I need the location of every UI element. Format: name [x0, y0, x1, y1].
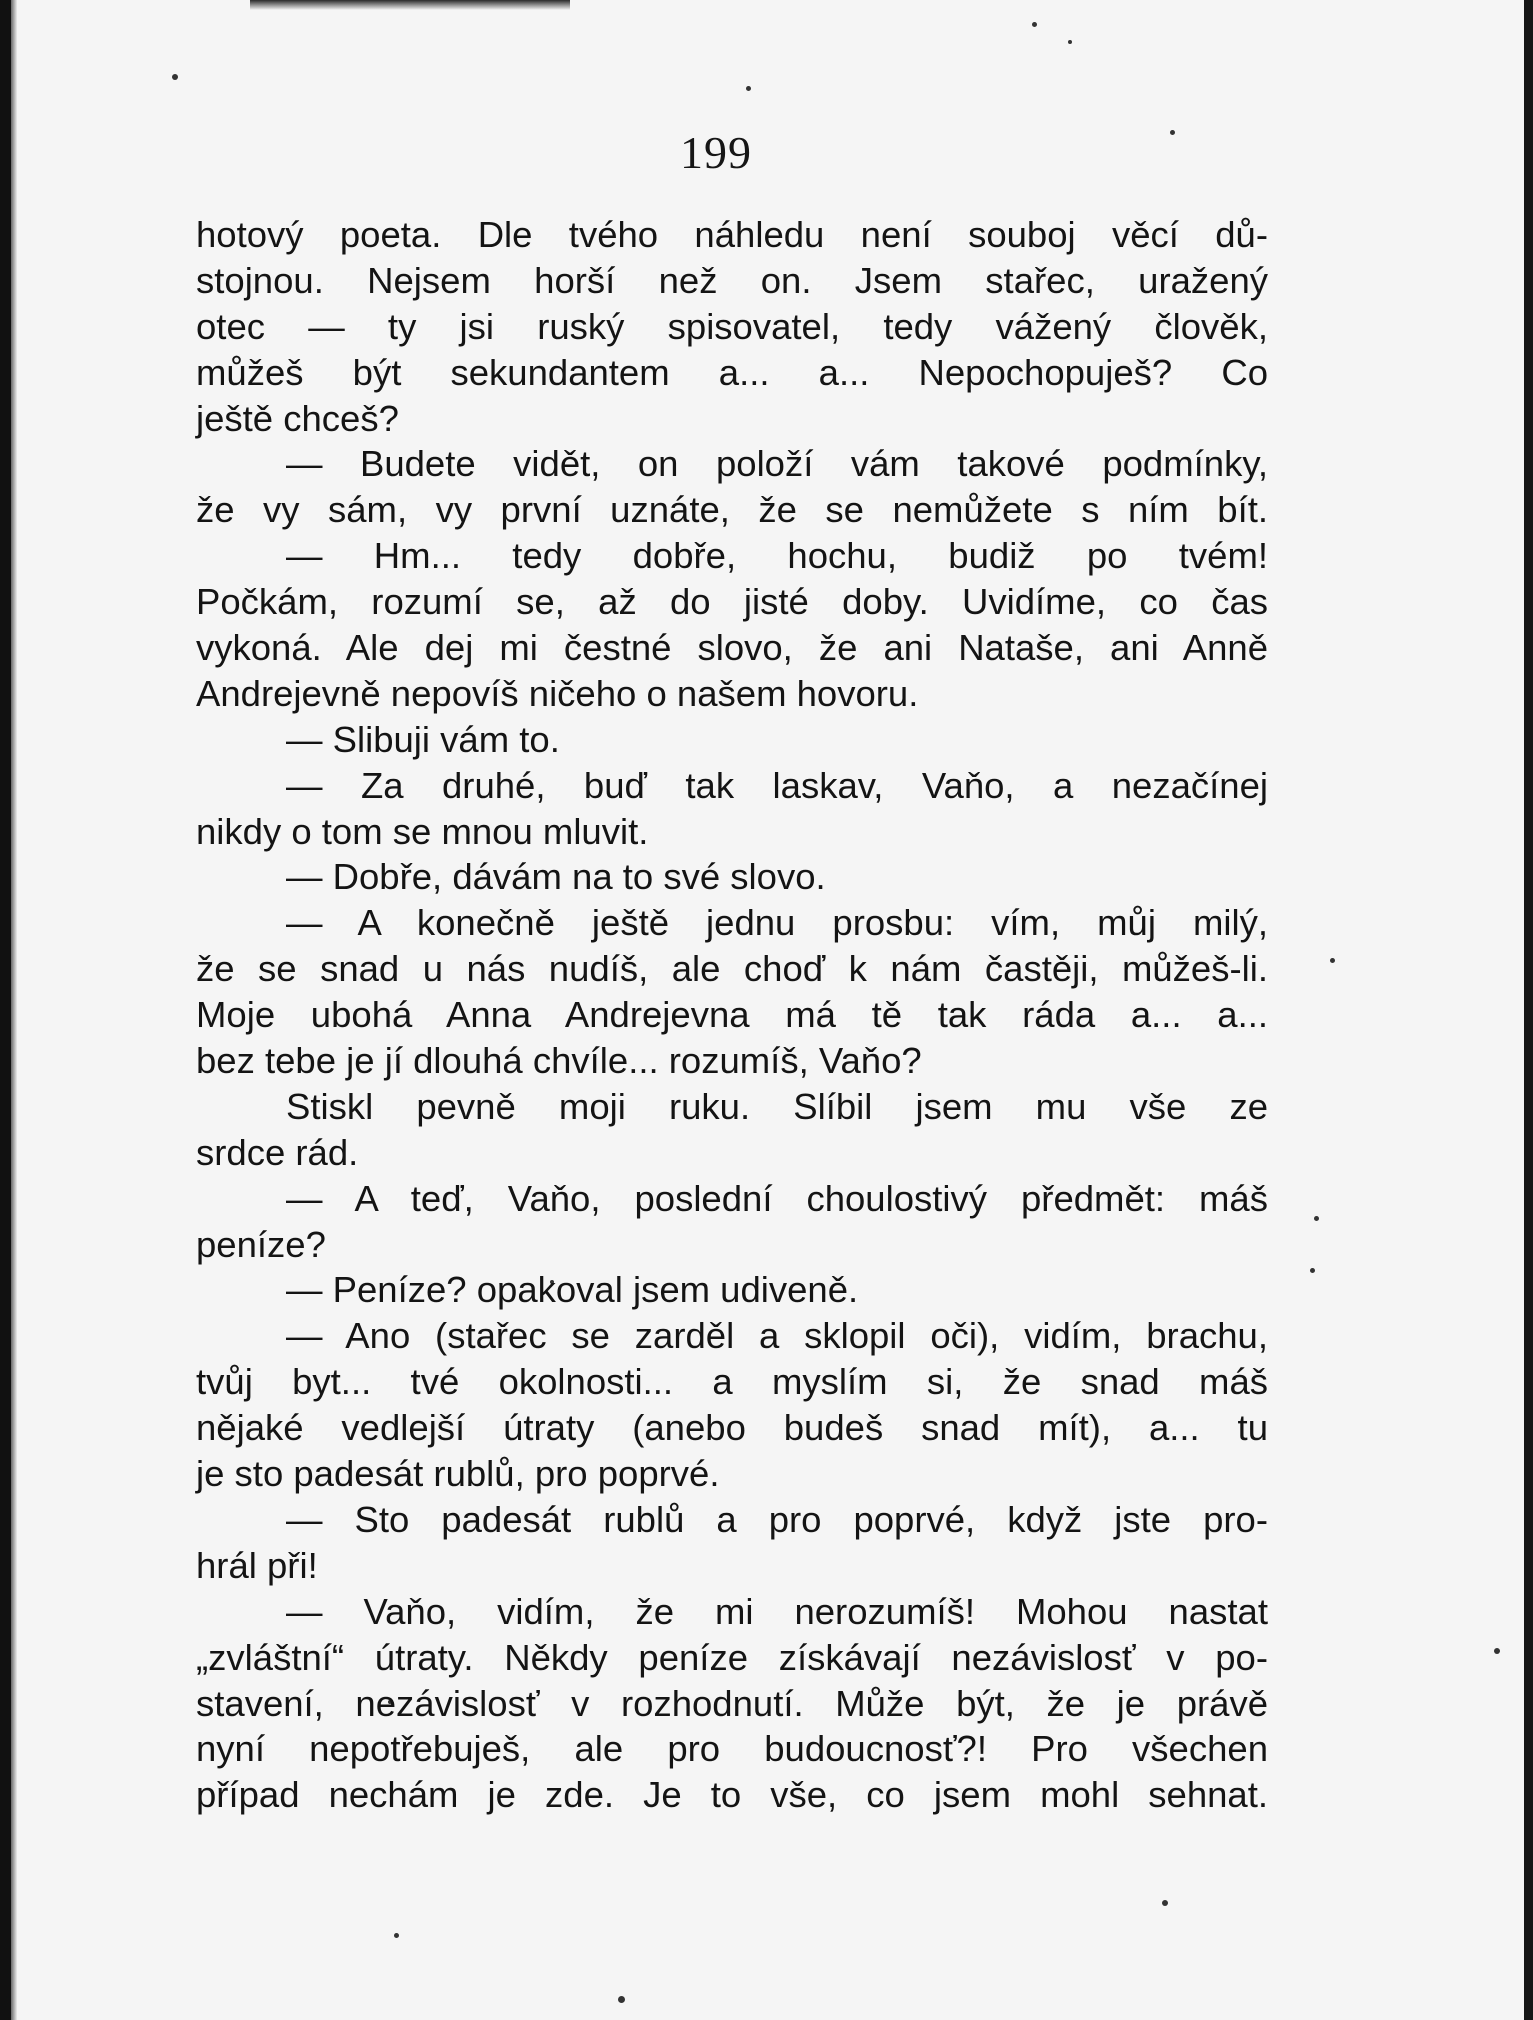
- dust-speck: [394, 1933, 399, 1938]
- text-line: — Za druhé, buď tak laskav, Vaňo, a nezačínej: [286, 764, 1268, 806]
- text-line: — Vaňo, vidím, že mi nerozumíš! Mohou nastat: [286, 1590, 1268, 1632]
- dust-speck: [1068, 40, 1072, 44]
- dust-speck: [1494, 1648, 1500, 1654]
- text-line: vykoná. Ale dej mi čestné slovo, že ani Nataše, ani Anně: [196, 627, 1268, 669]
- scan-edge-right: [1524, 0, 1533, 2020]
- text-line: stojnou. Nejsem horší než on. Jsem stařec, uražený: [196, 259, 1268, 301]
- text-line: — Slibuji vám to.: [286, 718, 560, 760]
- text-line: nějaké vedlejší útraty (anebo budeš snad mít), a... tu: [196, 1407, 1268, 1449]
- page-number: 199: [680, 127, 752, 178]
- text-line: — A teď, Vaňo, poslední choulostivý předmět: máš: [286, 1177, 1268, 1219]
- dust-speck: [1330, 958, 1335, 963]
- dust-speck: [1314, 1216, 1319, 1221]
- dust-speck: [1310, 1268, 1315, 1273]
- text-line: bez tebe je jí dlouhá chvíle... rozumíš, Vaňo?: [196, 1040, 922, 1082]
- dust-speck: [746, 86, 751, 91]
- text-line: že se snad u nás nudíš, ale choď k nám častěji, můžeš-li.: [196, 948, 1268, 990]
- text-line: ještě chceš?: [196, 397, 399, 439]
- dust-speck: [1032, 22, 1037, 27]
- text-line: — Ano (stařec se zarděl a sklopil oči), vidím, brachu,: [286, 1315, 1268, 1357]
- text-line: Moje ubohá Anna Andrejevna má tě tak ráda a... a...: [196, 994, 1268, 1036]
- dust-speck: [172, 74, 178, 80]
- text-line: Stiskl pevně moji ruku. Slíbil jsem mu vše ze: [286, 1085, 1268, 1127]
- text-line: — A konečně ještě jednu prosbu: vím, můj milý,: [286, 902, 1268, 944]
- text-line: peníze?: [196, 1223, 326, 1265]
- scan-edge-top: [250, 0, 570, 10]
- binding-shadow-left: [0, 0, 11, 2020]
- text-line: „zvláštní“ útraty. Někdy peníze získávají nezávislosť v po-: [196, 1636, 1268, 1678]
- text-line: že vy sám, vy první uznáte, že se nemůžete s ním bít.: [196, 489, 1268, 531]
- text-line: stavení, nezávislosť v rozhodnutí. Může být, že je právě: [196, 1682, 1268, 1724]
- text-line: srdce rád.: [196, 1131, 359, 1173]
- text-line: nyní nepotřebuješ, ale pro budoucnosť?! Pro všechen: [196, 1728, 1268, 1770]
- text-line: — Budete vidět, on položí vám takové podmínky,: [286, 443, 1268, 485]
- page-body-text: [196, 212, 1268, 1818]
- text-line: případ nechám je zde. Je to vše, co jsem mohl sehnat.: [196, 1774, 1268, 1816]
- text-line: můžeš být sekundantem a... a... Nepochopuješ? Co: [196, 351, 1268, 393]
- text-line: je sto padesát rublů, pro poprvé.: [196, 1453, 720, 1495]
- text-line: — Hm... tedy dobře, hochu, budiž po tvém!: [286, 535, 1268, 577]
- binding-gradient-left: [11, 0, 17, 2020]
- dust-speck: [1162, 1900, 1168, 1906]
- text-line: — Peníze? opakoval jsem udiveně.: [286, 1269, 859, 1311]
- text-line: Andrejevně nepovíš ničeho o našem hovoru.: [196, 672, 919, 714]
- text-line: hotový poeta. Dle tvého náhledu není souboj věcí dů-: [196, 214, 1268, 255]
- text-line: hrál při!: [196, 1544, 318, 1586]
- dust-speck: [1170, 130, 1175, 135]
- text-line: otec — ty jsi ruský spisovatel, tedy vážený člověk,: [196, 305, 1268, 347]
- text-line: Počkám, rozumí se, až do jisté doby. Uvidíme, co čas: [196, 581, 1268, 623]
- text-line: — Dobře, dávám na to své slovo.: [286, 856, 826, 898]
- text-line: nikdy o tom se mnou mluvit.: [196, 810, 649, 852]
- text-line: — Sto padesát rublů a pro poprvé, když jste pro-: [286, 1498, 1268, 1540]
- dust-speck: [618, 1996, 625, 2003]
- text-line: tvůj byt... tvé okolnosti... a myslím si, že snad máš: [196, 1361, 1268, 1403]
